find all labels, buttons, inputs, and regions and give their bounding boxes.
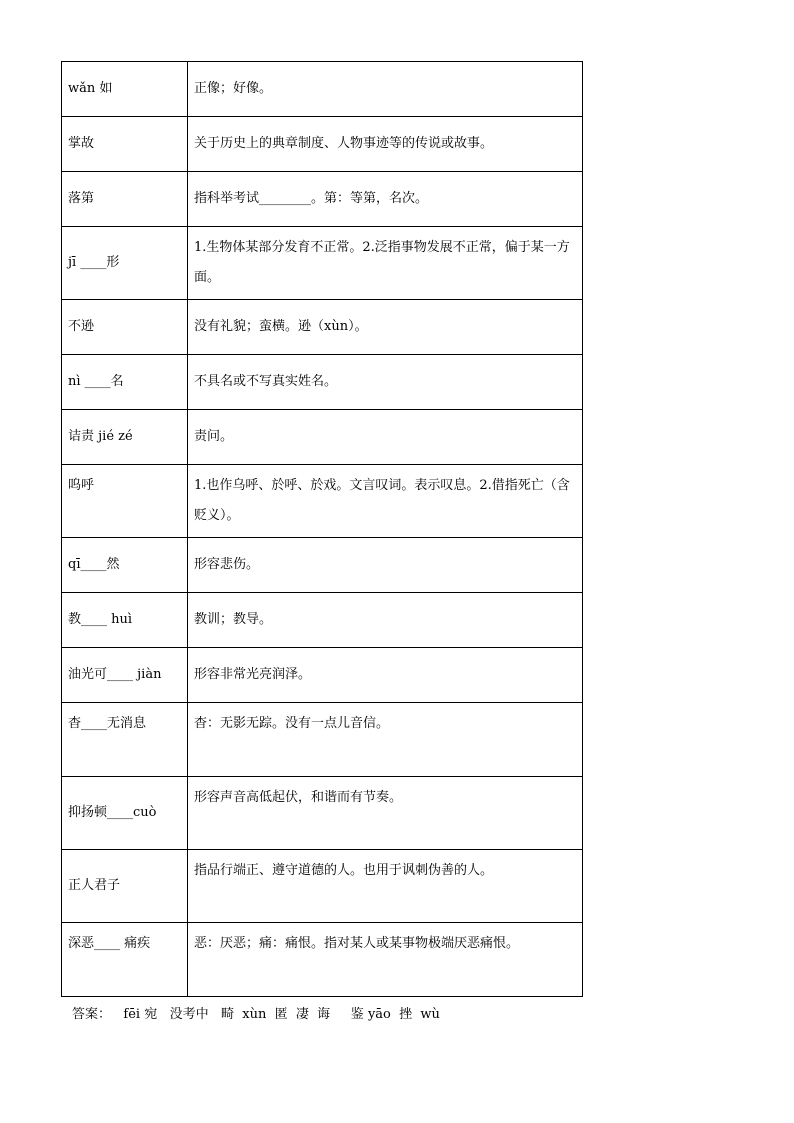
term-cell: nì ____名 bbox=[62, 355, 188, 410]
table-row bbox=[62, 777, 583, 850]
table-row bbox=[62, 703, 583, 777]
definition-cell: 不具名或不写真实姓名。 bbox=[188, 355, 583, 410]
term-cell: 呜呼 bbox=[62, 465, 188, 538]
definition-cell: 没有礼貌；蛮横。逊（xùn）。 bbox=[188, 300, 583, 355]
table-row bbox=[62, 850, 583, 923]
term-cell: 不逊 bbox=[62, 300, 188, 355]
definition-cell: 形容声音高低起伏，和谐而有节奏。 bbox=[188, 777, 583, 850]
definition-cell: 教训；教导。 bbox=[188, 593, 583, 648]
definition-cell: 1.生物体某部分发育不正常。2.泛指事物发展不正常，偏于某一方面。 bbox=[188, 227, 583, 300]
answer-label: 答案： bbox=[72, 1007, 112, 1022]
term-cell: wǎn 如 bbox=[62, 62, 188, 117]
table-row bbox=[62, 648, 583, 703]
table-row bbox=[62, 117, 583, 172]
table-row bbox=[62, 465, 583, 538]
definition-cell: 恶：厌恶；痛：痛恨。指对某人或某事物极端厌恶痛恨。 bbox=[188, 923, 583, 997]
definition-cell: 责问。 bbox=[188, 410, 583, 465]
definition-cell: 1.也作乌呼、於呼、於戏。文言叹词。表示叹息。2.借指死亡（含贬义）。 bbox=[188, 465, 583, 538]
table-row bbox=[62, 923, 583, 997]
term-cell: jī ____形 bbox=[62, 227, 188, 300]
term-cell: 油光可____ jiàn bbox=[62, 648, 188, 703]
answer-text: fēi 宛 没考中 畸 xùn 匿 凄 诲 鉴 yāo 挫 wù bbox=[123, 1007, 440, 1022]
table-row bbox=[62, 300, 583, 355]
table-row bbox=[62, 62, 583, 117]
term-cell: qī____然 bbox=[62, 538, 188, 593]
table-row bbox=[62, 593, 583, 648]
term-cell: 掌故 bbox=[62, 117, 188, 172]
table-row bbox=[62, 355, 583, 410]
definition-cell: 杳：无影无踪。没有一点儿音信。 bbox=[188, 703, 583, 777]
definition-cell: 正像；好像。 bbox=[188, 62, 583, 117]
definition-cell: 指品行端正、遵守道德的人。也用于讽刺伪善的人。 bbox=[188, 850, 583, 923]
definition-cell: 形容非常光亮润泽。 bbox=[188, 648, 583, 703]
vocabulary-table bbox=[61, 61, 583, 997]
definition-cell: 形容悲伤。 bbox=[188, 538, 583, 593]
table-row bbox=[62, 410, 583, 465]
term-cell: 落第 bbox=[62, 172, 188, 227]
term-cell: 教____ huì bbox=[62, 593, 188, 648]
term-cell: 抑扬顿____cuò bbox=[62, 777, 188, 850]
answer-line bbox=[72, 1003, 440, 1022]
term-cell: 杳____无消息 bbox=[62, 703, 188, 777]
definition-cell: 关于历史上的典章制度、人物事迹等的传说或故事。 bbox=[188, 117, 583, 172]
term-cell: 正人君子 bbox=[62, 850, 188, 923]
table-row bbox=[62, 538, 583, 593]
term-cell: 深恶____ 痛疾 bbox=[62, 923, 188, 997]
table-row bbox=[62, 172, 583, 227]
definition-cell: 指科举考试________。第：等第，名次。 bbox=[188, 172, 583, 227]
term-cell: 诘责 jié zé bbox=[62, 410, 188, 465]
table-row bbox=[62, 227, 583, 300]
